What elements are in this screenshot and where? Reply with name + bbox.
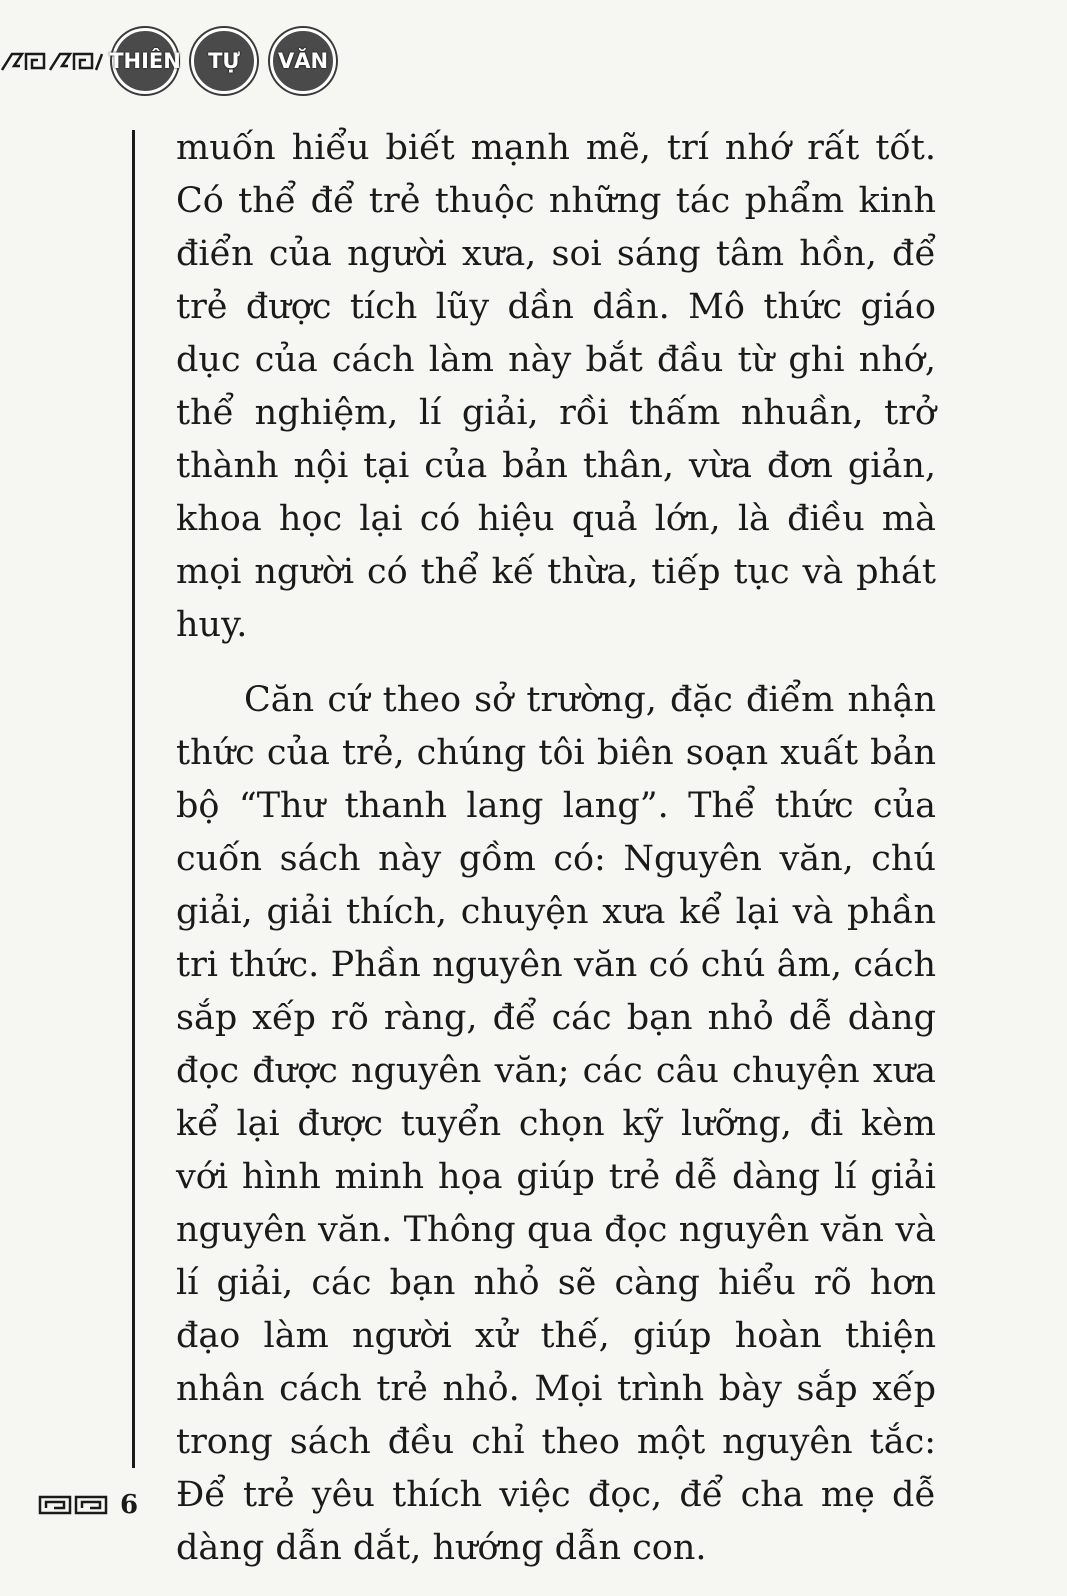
title-badge-1 bbox=[109, 28, 181, 94]
title-badge-2 bbox=[191, 28, 257, 94]
body-text bbox=[176, 122, 936, 1575]
title-badge-3 bbox=[270, 28, 336, 94]
running-header bbox=[0, 28, 360, 94]
greek-key-pattern-icon bbox=[38, 1494, 108, 1516]
title-word-2: TỰ bbox=[208, 49, 240, 73]
title-word-3: VĂN bbox=[277, 49, 329, 73]
paragraph-1: muốn hiểu biết mạnh mẽ, trí nhớ rất tốt. Có thể để trẻ thuộc những tác phẩm kinh điển của người xưa, soi sáng tâm hồn, để trẻ được tích lũy dần dần. Mô thức giáo dục của cách làm này bắt đầu từ ghi nhớ, thể nghiệm, lí giải, rồi thấm nhuần, trở thành nội tại của bản thân, vừa đơn giản, khoa học lại có hiệu quả lớn, là điều mà mọi người có thể kế thừa, tiếp tục và phát huy. bbox=[176, 128, 936, 645]
title-word-1: THIÊN bbox=[109, 49, 181, 73]
greek-key-pattern-icon bbox=[0, 50, 104, 72]
margin-rule bbox=[132, 130, 135, 1468]
paragraph-2: Căn cứ theo sở trường, đặc điểm nhận thức của trẻ, chúng tôi biên soạn xuất bản bộ “Thư thanh lang lang”. Thể thức của cuốn sách này gồm có: Nguyên văn, chú giải, giải thích, chuyện xưa kể lại và phần tri thức. Phần nguyên văn có chú âm, cách sắp xếp rõ ràng, để các bạn nhỏ dễ dàng đọc được nguyên văn; các câu chuyện xưa kể lại được tuyển chọn kỹ lưỡng, đi kèm với hình minh họa giúp trẻ dễ dàng lí giải nguyên văn. Thông qua đọc nguyên văn và lí giải, các bạn nhỏ sẽ càng hiểu rõ hơn đạo làm người xử thế, giúp hoàn thiện nhân cách trẻ nhỏ. Mọi trình bày sắp xếp trong sách đều chỉ theo một nguyên tắc: Để trẻ yêu thích việc đọc, để cha mẹ dễ dàng dẫn dắt, hướng dẫn con. bbox=[176, 680, 936, 1568]
page-number: 6 bbox=[120, 1490, 139, 1520]
page-footer bbox=[38, 1490, 138, 1520]
